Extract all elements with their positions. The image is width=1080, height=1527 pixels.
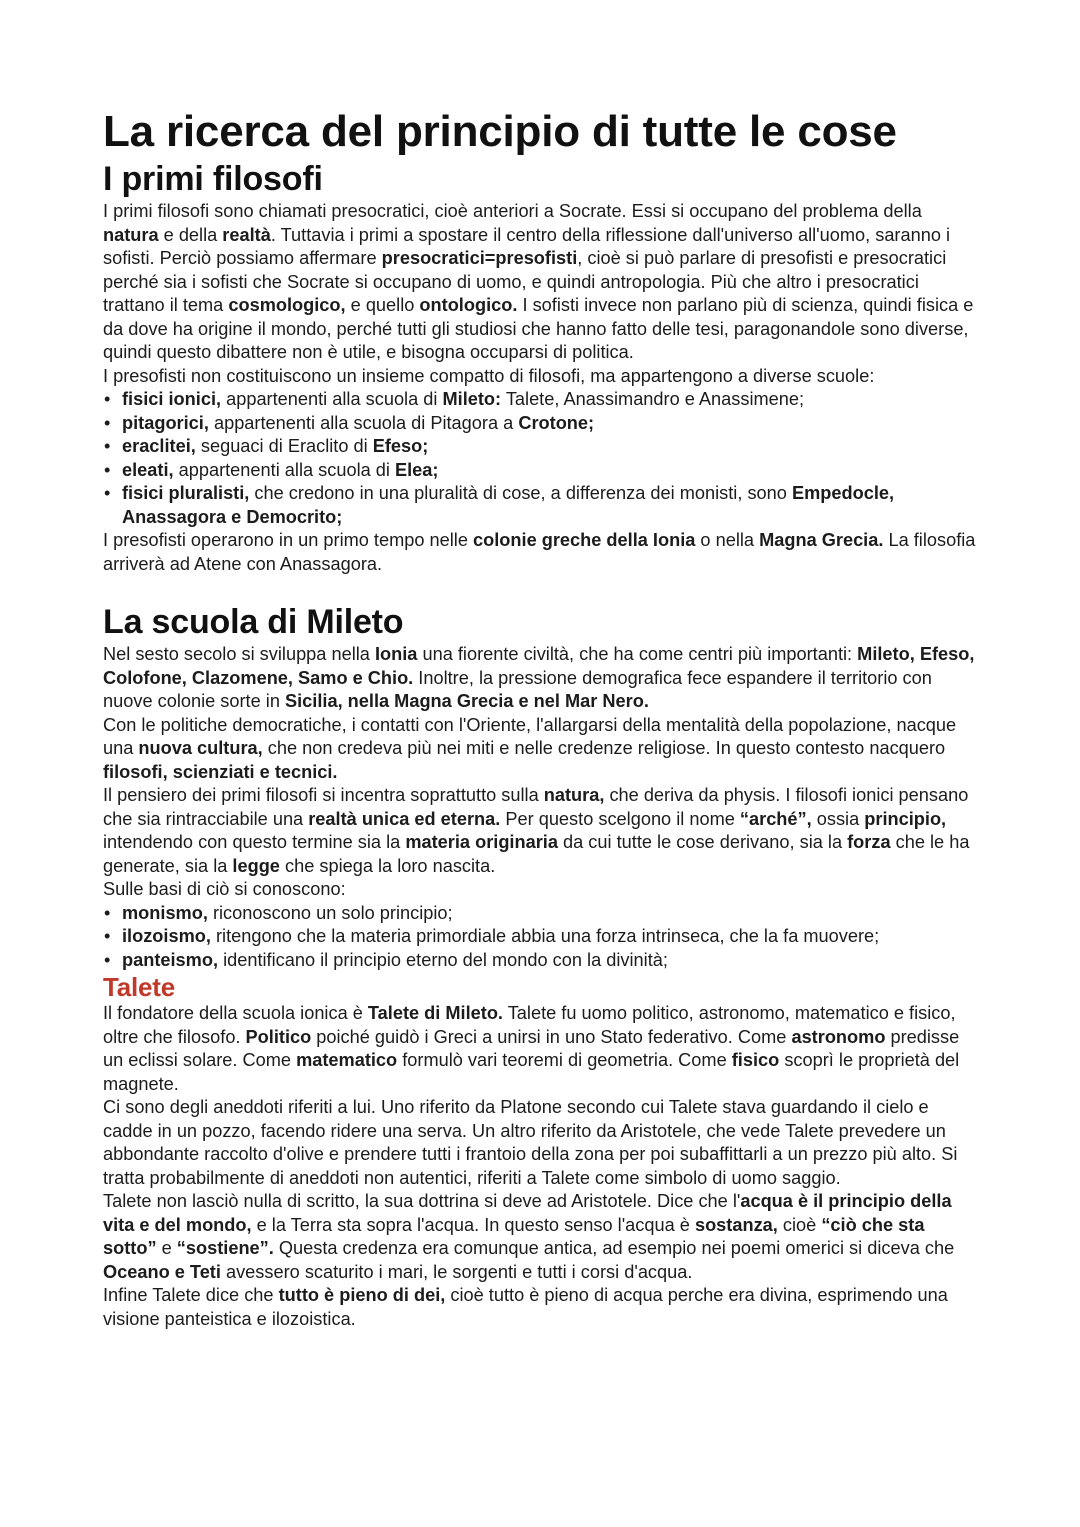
text-run: Talete, Anassimandro e Anassimene; (501, 389, 805, 409)
bullet-icon: • (104, 436, 111, 456)
text-run: predisse un eclissi solare. Come (103, 1026, 960, 1070)
text-run: appartenenti alla scuola di Pitagora a (208, 412, 519, 433)
bold-text: ilozoismo, (122, 926, 211, 946)
page-title: La ricerca del principio di tutte le cose (103, 107, 897, 156)
text-run: Con le politiche democratiche, i contatti con l'Oriente, l'allargarsi della mentalità della popolazione, nacque una (103, 714, 957, 758)
bold-text: tutto è pieno di dei, (278, 1285, 446, 1305)
bold-text: realtà unica ed eterna. (308, 808, 501, 829)
paragraph (103, 1002, 980, 1096)
text-run: identificano il principio eterno del mondo con la divinità; (218, 949, 668, 970)
bold-text: cosmologico, (228, 295, 346, 315)
bold-text: Sicilia, nella Magna Grecia e nel Mar Nero. (285, 691, 649, 711)
text-run: riconoscono un solo principio; (207, 902, 453, 923)
bullet-icon: • (104, 926, 111, 946)
section-heading-talete: Talete (103, 972, 176, 1002)
bold-text: Mileto, Efeso, Colofone, Clazomene, Samo e Chio. (103, 644, 975, 688)
paragraph (103, 643, 980, 714)
text-run: La filosofia arriverà ad Atene con Anassagora. (103, 530, 976, 574)
bold-text: natura, (543, 785, 605, 805)
bold-text: nuova cultura, (138, 738, 263, 758)
bold-text: natura (103, 224, 159, 245)
text-run: Sulle basi di ciò si conoscono: (103, 879, 346, 899)
text-run: che credono in una pluralità di cose, a differenza dei monisti, sono (249, 483, 792, 503)
list-item (103, 949, 980, 973)
text-run: seguaci di Eraclito di (195, 436, 373, 456)
text-run: formulò vari teoremi di geometria. Come (397, 1050, 732, 1070)
text-run: Il pensiero dei primi filosofi si incentra soprattutto sulla (103, 785, 544, 805)
bold-text: pitagorici, (122, 412, 209, 433)
text-run: intendendo con questo termine sia la (103, 832, 406, 852)
list-item (103, 925, 980, 949)
text-run: e la Terra sta sopra l'acqua. In questo senso l'acqua è (251, 1214, 695, 1235)
text-run: Talete fu uomo politico, astronomo, matematico e fisico, oltre che filosofo. (103, 1003, 956, 1047)
list-item (103, 435, 980, 459)
paragraph (103, 200, 980, 365)
text-run: Il fondatore della scuola ionica è (103, 1003, 368, 1023)
text-run: Questa credenza era comunque antica, ad esempio nei poemi omerici si diceva che (273, 1238, 955, 1258)
bold-text: “arché”, (739, 808, 812, 829)
bullet-icon: • (104, 459, 111, 480)
text-run: che deriva da physis. I filosofi ionici pensano che sia rintracciabile una (103, 785, 969, 829)
text-run: I presofisti operarono in un primo tempo nelle (103, 530, 474, 550)
paragraph (103, 784, 980, 878)
text-run: Per questo scelgono il nome (500, 808, 740, 829)
bold-text: matematico (296, 1050, 398, 1070)
bold-text: Politico (245, 1026, 312, 1047)
bullet-icon: • (104, 949, 111, 970)
text-run: Inoltre, la pressione demografica fece espandere il territorio con nuove colonie sorte in (103, 667, 932, 711)
bold-text: panteismo, (122, 949, 219, 970)
bold-text: fisico (731, 1050, 780, 1070)
bullet-icon: • (104, 389, 111, 409)
paragraph (103, 1190, 980, 1284)
bold-text: principio, (864, 808, 947, 829)
text-run: poiché guidò i Greci a unirsi in uno Stato federativo. Come (311, 1026, 792, 1047)
text-run: Talete non lasciò nulla di scritto, la sua dottrina si deve ad Aristotele. Dice che l' (103, 1191, 741, 1211)
bold-text: Efeso; (372, 436, 429, 456)
text-run: e quello (345, 295, 420, 315)
bold-text: Talete di Mileto. (367, 1003, 503, 1023)
text-run: e della (158, 224, 223, 245)
paragraph (103, 1284, 980, 1331)
text-run: che spiega la loro nascita. (279, 855, 496, 876)
bold-text: ontologico. (419, 295, 518, 315)
text-run: I sofisti invece non parlano più di scienza, quindi fisica e da dove ha origine il mondo, perché tutti gli studiosi che hanno fatto delle tesi, paragonandole sono diverse, quindi questo dibattere non è utile, e bisogna occuparsi di politica. (103, 295, 974, 362)
list-item (103, 902, 980, 926)
text-run: cioè (777, 1214, 822, 1235)
text-run: cioè tutto è pieno di acqua perche era divina, esprimendo una visione panteistica e ilozoistica. (103, 1285, 948, 1329)
text-run: ritengono che la materia primordiale abbia una forza intrinseca, che la fa muovere; (210, 926, 880, 946)
text-run: Infine Talete dice che (103, 1285, 279, 1305)
text-run: I presofisti non costituiscono un insieme compatto di filosofi, ma appartengono a diverse scuole: (103, 365, 875, 386)
bold-text: presocratici=presofisti (381, 248, 578, 268)
text-run: appartenenti alla scuola di (221, 389, 443, 409)
bold-text: acqua è il principio della vita e del mondo, (103, 1191, 952, 1235)
text-run: che non credeva più nei miti e nelle credenze religiose. In questo contesto nacquero (262, 738, 946, 758)
text-run: Ci sono degli aneddoti riferiti a lui. Uno riferito da Platone secondo cui Talete stava guardando il cielo e cadde in un pozzo, facendo ridere una serva. Un altro riferito da Aristotele, che vede Talete prevedere un abbondante raccolto d'olive e prendere tutti i frantoio della zona per poi subaffittarli a un prezzo più alto. Si tratta probabilmente di aneddoti non autentici, riferiti a Talete come simbolo di uomo saggio. (103, 1097, 958, 1188)
bold-text: “sostiene”. (176, 1238, 274, 1258)
bold-text: realtà (222, 224, 271, 245)
section-heading-scuola-mileto: La scuola di Mileto (103, 603, 404, 641)
text-run: ossia (811, 808, 865, 829)
list-item (103, 412, 980, 436)
list-item (103, 459, 980, 483)
text-run: e (156, 1238, 177, 1258)
text-run: appartenenti alla scuola di (173, 459, 395, 480)
bold-text: filosofi, scienziati e tecnici. (103, 761, 338, 782)
section-heading-primi-filosofi: I primi filosofi (103, 160, 323, 198)
bold-text: fisici pluralisti, (122, 483, 250, 503)
text-run: I primi filosofi sono chiamati presocratici, cioè anteriori a Socrate. Essi si occupano del problema della (103, 201, 922, 221)
text-run: da cui tutte le cose derivano, sia la (557, 832, 848, 852)
paragraph (103, 529, 980, 576)
bold-text: materia originaria (405, 832, 558, 852)
bold-text: fisici ionici, (122, 389, 222, 409)
bullet-icon: • (104, 902, 111, 923)
bullet-icon: • (104, 412, 111, 433)
paragraph (103, 714, 980, 785)
bold-text: monismo, (122, 902, 208, 923)
bold-text: forza (847, 832, 891, 852)
bold-text: eraclitei, (122, 436, 196, 456)
bold-text: Magna Grecia. (759, 530, 884, 550)
bold-text: legge (232, 855, 280, 876)
bold-text: Ionia (374, 644, 418, 664)
text-run: o nella (695, 530, 760, 550)
list-item (103, 482, 980, 529)
bold-text: Elea; (395, 459, 439, 480)
bold-text: Mileto: (442, 389, 502, 409)
bullet-list-concetti (103, 902, 980, 973)
text-run: . Tuttavia i primi a spostare il centro della riflessione dall'universo all'uomo, saranno i sofisti. Perciò possiamo affermare (103, 224, 951, 268)
paragraph (103, 365, 980, 389)
paragraph (103, 1096, 980, 1190)
bold-text: astronomo (791, 1026, 886, 1047)
text-run: una fiorente civiltà, che ha come centri più importanti: (417, 644, 858, 664)
bold-text: Oceano e Teti (103, 1261, 221, 1282)
bold-text: “ciò che sta sotto” (103, 1214, 925, 1258)
bold-text: Crotone; (518, 412, 595, 433)
bold-text: eleati, (122, 459, 174, 480)
bold-text: Empedocle, Anassagora e Democrito; (122, 483, 895, 527)
text-run: Nel sesto secolo si sviluppa nella (103, 644, 375, 664)
text-run: che le ha generate, sia la (103, 832, 970, 876)
paragraph (103, 878, 980, 902)
text-run: , cioè si può parlare di presofisti e presocratici perché sia i sofisti che Socrate si occupano di uomo, e quindi antropologia. Più che altro i presocratici trattano il tema (103, 248, 947, 315)
bullet-list-scuole (103, 388, 980, 529)
bullet-icon: • (104, 483, 111, 503)
list-item (103, 388, 980, 412)
bold-text: colonie greche della Ionia (473, 530, 696, 550)
bold-text: sostanza, (694, 1214, 778, 1235)
text-run: avessero scaturito i mari, le sorgenti e tutti i corsi d'acqua. (220, 1261, 693, 1282)
text-run: scoprì le proprietà del magnete. (103, 1050, 960, 1094)
